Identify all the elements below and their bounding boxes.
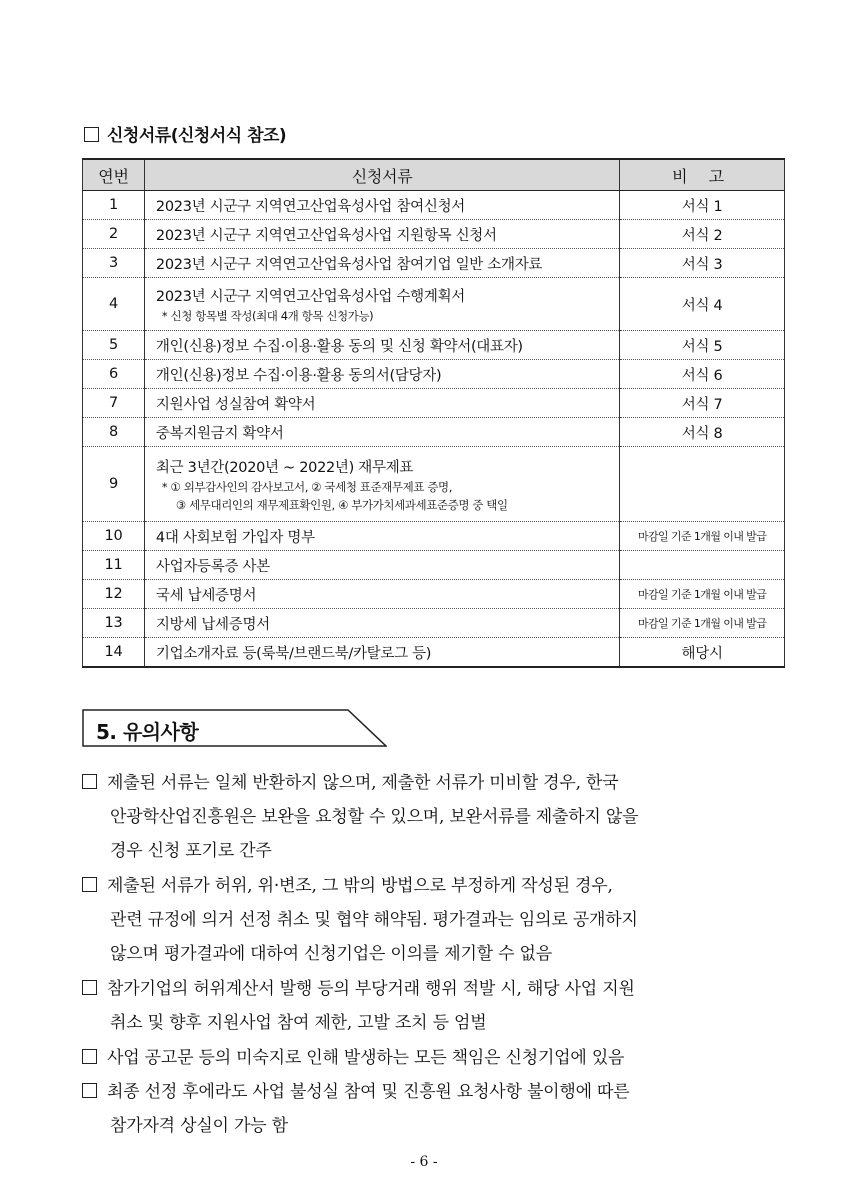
row-document: 기업소개자료 등(룩북/브랜드북/카탈로그 등): [144, 638, 619, 668]
table-row: [83, 580, 785, 609]
notice-text: 경우 신청 포기로 간주: [110, 841, 272, 861]
notice-text: 제출된 서류는 일체 반환하지 않으며, 제출한 서류가 미비할 경우, 한국: [107, 773, 619, 793]
table-row: [83, 638, 785, 668]
documents-heading: 신청서류(신청서식 참조): [84, 121, 286, 146]
row-no: 12: [83, 580, 145, 609]
row-document: 국세 납세증명서: [144, 580, 619, 609]
row-note: 마감일 기준 1개월 이내 발급: [620, 609, 785, 638]
row-document-note: * 신청 항목별 작성(최대 4개 항목 신청가능): [161, 308, 374, 323]
row-document-title: 최근 3년간(2020년 ~ 2022년) 재무제표: [155, 459, 414, 476]
row-document-note: ③ 세무대리인의 재무제표확인원, ④ 부가가치세과세표준증명 중 택일: [175, 497, 508, 512]
notice-item: [82, 1075, 788, 1143]
table-row: [83, 360, 785, 389]
checkbox-square-icon: [82, 774, 97, 789]
notice-item: [82, 972, 788, 1040]
notice-item: [82, 1041, 788, 1075]
row-no: 10: [83, 522, 145, 551]
row-no: 1: [83, 191, 145, 220]
row-no: 9: [83, 447, 145, 522]
row-no: 13: [83, 609, 145, 638]
table-row: [83, 447, 785, 522]
row-note: [620, 551, 785, 580]
table-row: [83, 551, 785, 580]
table-row: [83, 191, 785, 220]
row-no: 4: [83, 278, 145, 331]
documents-table: [82, 158, 785, 668]
table-row: [83, 220, 785, 249]
row-document: [144, 278, 619, 331]
notice-item: [82, 766, 788, 868]
row-no: 6: [83, 360, 145, 389]
notice-text: 최종 선정 후에라도 사업 불성실 참여 및 진흥원 요청사항 불이행에 따른: [107, 1082, 630, 1102]
notice-text: 취소 및 향후 지원사업 참여 제한, 고발 조치 등 엄벌: [110, 1013, 487, 1033]
row-note: 해당시: [620, 638, 785, 668]
checkbox-square-icon: [82, 877, 97, 892]
table-header-row: [83, 159, 785, 191]
row-document: 중복지원금지 확약서: [144, 418, 619, 447]
checkbox-square-icon: [82, 1083, 97, 1098]
header-note: 비 고: [620, 159, 785, 191]
row-no: 8: [83, 418, 145, 447]
table-row: [83, 331, 785, 360]
table-row: [83, 418, 785, 447]
row-document: [144, 447, 619, 522]
row-no: 11: [83, 551, 145, 580]
row-note: 마감일 기준 1개월 이내 발급: [620, 580, 785, 609]
row-document-note: * ① 외부감사인의 감사보고서, ② 국세청 표준재무제표 증명,: [161, 479, 452, 494]
header-no: 연번: [83, 159, 145, 191]
row-note: 서식 7: [620, 389, 785, 418]
notice-text: 않으며 평가결과에 대하여 신청기업은 이의를 제기할 수 없음: [110, 944, 552, 964]
table-row: [83, 249, 785, 278]
notice-text: 안광학산업진흥원은 보완을 요청할 수 있으며, 보완서류를 제출하지 않을: [110, 807, 639, 827]
row-no: 14: [83, 638, 145, 668]
table-row: [83, 522, 785, 551]
notice-text: 사업 공고문 등의 미숙지로 인해 발생하는 모든 책임은 신청기업에 있음: [107, 1048, 625, 1068]
table-row: [83, 278, 785, 331]
row-document: 2023년 시군구 지역연고산업육성사업 참여기업 일반 소개자료: [144, 249, 619, 278]
row-note: 서식 5: [620, 331, 785, 360]
row-note: 서식 2: [620, 220, 785, 249]
table-row: [83, 389, 785, 418]
header-document: 신청서류: [144, 159, 619, 191]
row-no: 3: [83, 249, 145, 278]
row-document: 개인(신용)정보 수집·이용·활용 동의 및 신청 확약서(대표자): [144, 331, 619, 360]
row-no: 7: [83, 389, 145, 418]
notice-text: 제출된 서류가 허위, 위·변조, 그 밖의 방법으로 부정하게 작성된 경우,: [107, 876, 613, 896]
row-note: 서식 6: [620, 360, 785, 389]
row-document: 4대 사회보험 가입자 명부: [144, 522, 619, 551]
row-document: 2023년 시군구 지역연고산업육성사업 참여신청서: [144, 191, 619, 220]
notice-text: 참가기업의 허위계산서 발행 등의 부당거래 행위 적발 시, 해당 사업 지원: [107, 979, 635, 999]
row-document: 2023년 시군구 지역연고산업육성사업 지원항목 신청서: [144, 220, 619, 249]
row-note: 마감일 기준 1개월 이내 발급: [620, 522, 785, 551]
row-note: 서식 3: [620, 249, 785, 278]
row-note: 서식 4: [620, 278, 785, 331]
checkbox-square-icon: [82, 980, 97, 995]
checkbox-square-icon: [82, 1049, 97, 1064]
row-no: 5: [83, 331, 145, 360]
notice-text: 참가자격 상실이 가능 함: [110, 1116, 288, 1136]
row-note: 서식 8: [620, 418, 785, 447]
row-note: 서식 1: [620, 191, 785, 220]
row-document: 지방세 납세증명서: [144, 609, 619, 638]
checkbox-square-icon: [84, 127, 99, 142]
row-document-title: 2023년 시군구 지역연고산업육성사업 수행계획서: [155, 288, 465, 305]
row-no: 2: [83, 220, 145, 249]
table-row: [83, 609, 785, 638]
notice-text: 관련 규정에 의거 선정 취소 및 협약 해약됨. 평가결과는 임의로 공개하지: [110, 910, 638, 930]
row-document: 사업자등록증 사본: [144, 551, 619, 580]
row-document: 지원사업 성실참여 확약서: [144, 389, 619, 418]
row-document: 개인(신용)정보 수집·이용·활용 동의서(담당자): [144, 360, 619, 389]
page-number: - 6 -: [410, 1154, 438, 1170]
row-note: [620, 447, 785, 522]
section-title: 5. 유의사항: [96, 720, 199, 744]
notice-item: [82, 869, 788, 971]
